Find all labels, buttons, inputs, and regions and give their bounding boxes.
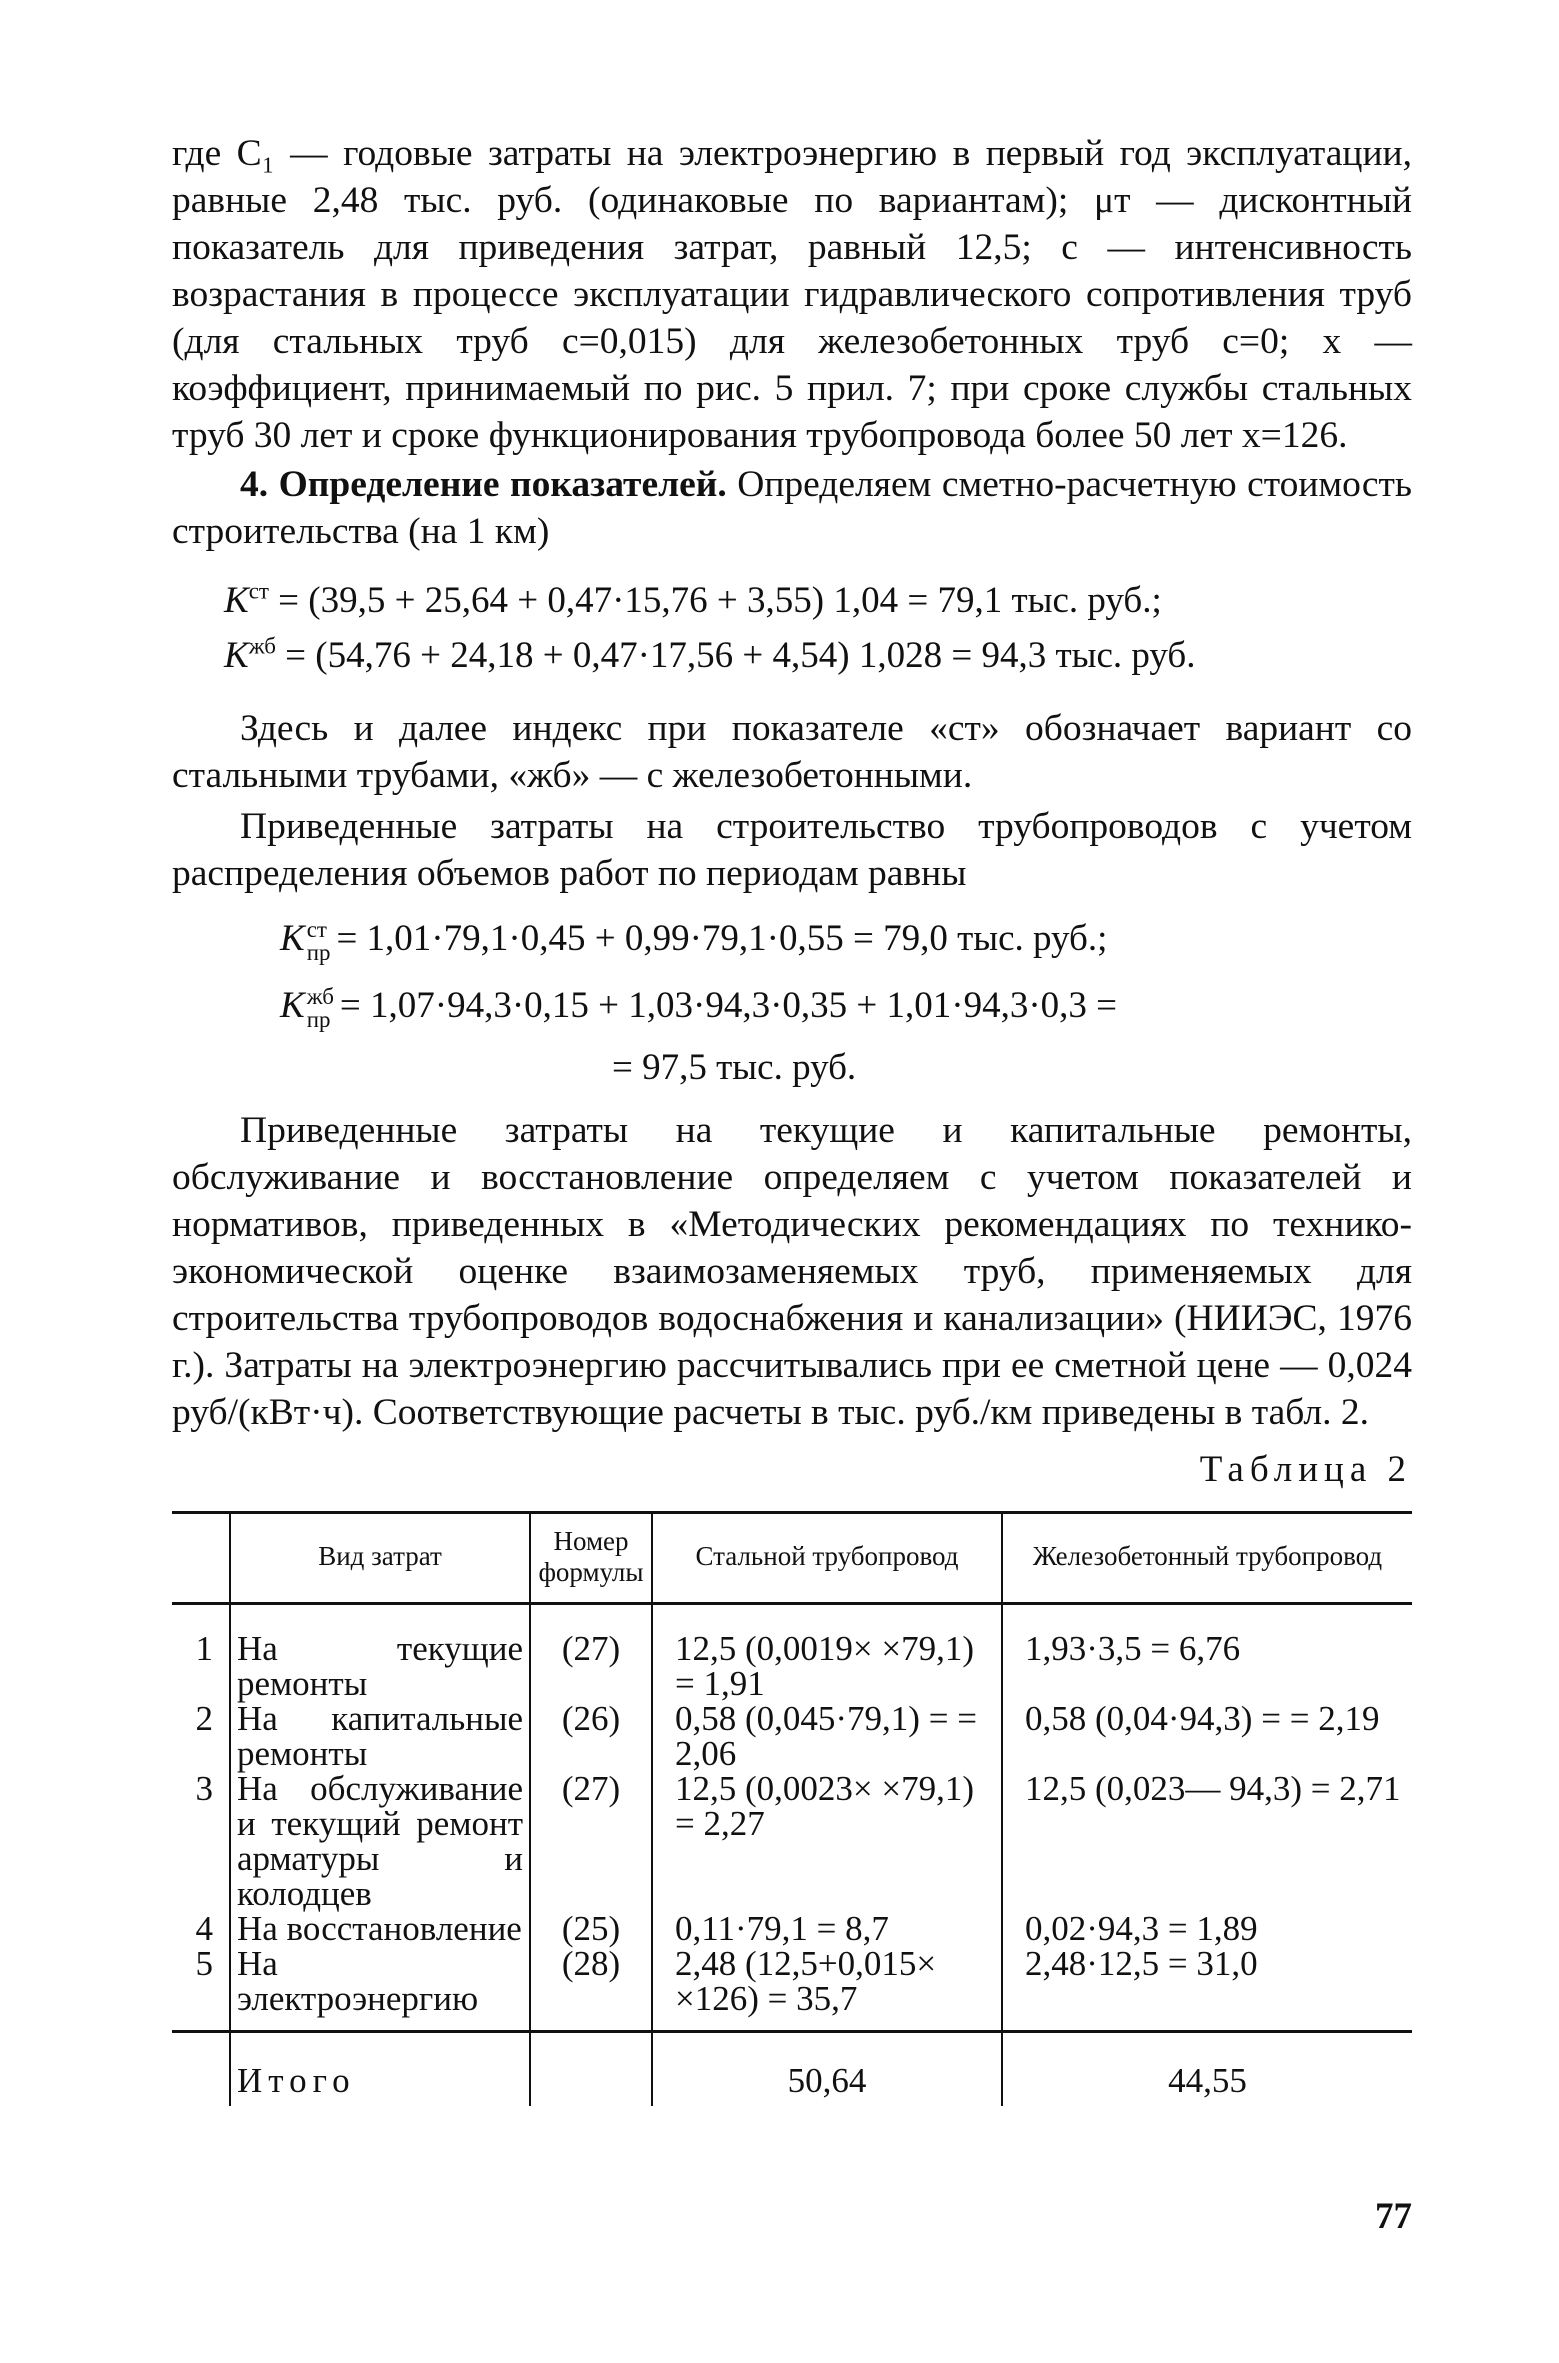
- formula-block-reduced: [172, 915, 1412, 1091]
- table-total-row: [172, 2031, 1412, 2106]
- total-steel: 50,64: [652, 2031, 1002, 2106]
- section-heading: 4. Определение показателей.: [240, 464, 727, 505]
- header-formula-number: Номер формулы: [530, 1512, 652, 1603]
- table-row: 2 На капитальные ремонты (26) 0,58 (0,045·79,1) = = 2,06 0,58 (0,04·94,3) = = 2,19: [172, 1701, 1412, 1771]
- formula-kpr-steel: K ст пр = 1,01·79,1·0,45 + 0,99·79,1·0,55 = 79,0 тыс. руб.;: [280, 916, 1108, 965]
- formula-k-steel: $K^{ст} = (39,5 + 25,64 + 0,47\cdot 15,76 + 3,55) 1,04 = 79,1$ тыс. руб.;: [224, 578, 1162, 621]
- table-header-row: [172, 1512, 1412, 1603]
- table-title: Таблица 2: [1199, 1448, 1412, 1490]
- costs-table: [172, 1511, 1412, 2106]
- paragraph-section-4: [172, 461, 1412, 555]
- page-number: 77: [1375, 2196, 1412, 2237]
- page-content: [172, 130, 1412, 2106]
- formula-kpr-concrete-result: = 97,5 тыс. руб.: [612, 1046, 857, 1088]
- header-steel-pipeline: Стальной трубопровод: [652, 1512, 1002, 1603]
- table-row: 1 На текущие ремонты (27) 12,5 (0,0019× ×79,1) = 1,91 1,93·3,5 = 6,76: [172, 1603, 1412, 1701]
- total-label: Итого: [230, 2031, 530, 2106]
- section-4-text: Определяем сметно-расчетную стоимость строительства (на 1 км): [172, 464, 1412, 552]
- total-concrete: 44,55: [1002, 2031, 1412, 2106]
- table-row: 3 На обслуживание и текущий ремонт арматуры и колодцев (27) 12,5 (0,0023× ×79,1) = 2,27 12,5 (0,023— 94,3) = 2,71: [172, 1771, 1412, 1911]
- formula-block-cost: [172, 577, 1412, 679]
- paragraph-definitions: где C₁ — годовые затраты на электроэнергию в первый год эксплуатации, равные 2,48 тыс. руб. (одинаковые по вариантам); μт — дисконтный показатель для приведения затрат, равный 12,5; c — интенсивность возрастания в процессе эксплуатации гидравлического сопротивления труб (для стальных труб c=0,015) для железобетонных труб c=0; x — коэффициент, принимаемый по рис. 5 прил. 7; при сроке службы стальных труб 30 лет и сроке функционирования трубопровода более 50 лет x=126.: [172, 133, 1412, 456]
- header-index: [172, 1512, 230, 1603]
- formula-k-concrete: $K^{жб} = (54,76 + 24,18 + 0,47\cdot 17,56 + 4,54) 1,028 = 94,3$ тыс. руб.: [224, 633, 1196, 676]
- header-concrete-pipeline: Железобетонный трубопровод: [1002, 1512, 1412, 1603]
- formula-kpr-concrete: K жб пр = 1,07·94,3·0,15 + 1,03·94,3·0,35 + 1,01·94,3·0,3 =: [280, 984, 1118, 1032]
- paragraph-index-note: Здесь и далее индекс при показателе «ст» обозначает вариант со стальными трубами, «жб» — с железобетонными.: [172, 708, 1412, 796]
- paragraph-reduced-costs: Приведенные затраты на строительство трубопроводов с учетом распределения объемов работ по периодам равны: [172, 806, 1412, 894]
- paragraph-repairs: Приведенные затраты на текущие и капитальные ремонты, обслуживание и восстановление определяем с учетом показателей и нормативов, приведенных в «Методических рекомендациях по технико-экономической оценке взаимозаменяемых труб, применяемых для строительства трубопроводов водоснабжения и канализации» (НИИЭС, 1976 г.). Затраты на электроэнергию рассчитывались при ее сметной цене — 0,024 руб/(кВт·ч). Соответствующие расчеты в тыс. руб./км приведены в табл. 2.: [172, 1109, 1412, 1433]
- header-cost-type: Вид затрат: [230, 1512, 530, 1603]
- table-row: 4 На восстановление (25) 0,11·79,1 = 8,7 0,02·94,3 = 1,89: [172, 1911, 1412, 1946]
- table-row: 5 На электроэнергию (28) 2,48 (12,5+0,015× ×126) = 35,7 2,48·12,5 = 31,0: [172, 1946, 1412, 2032]
